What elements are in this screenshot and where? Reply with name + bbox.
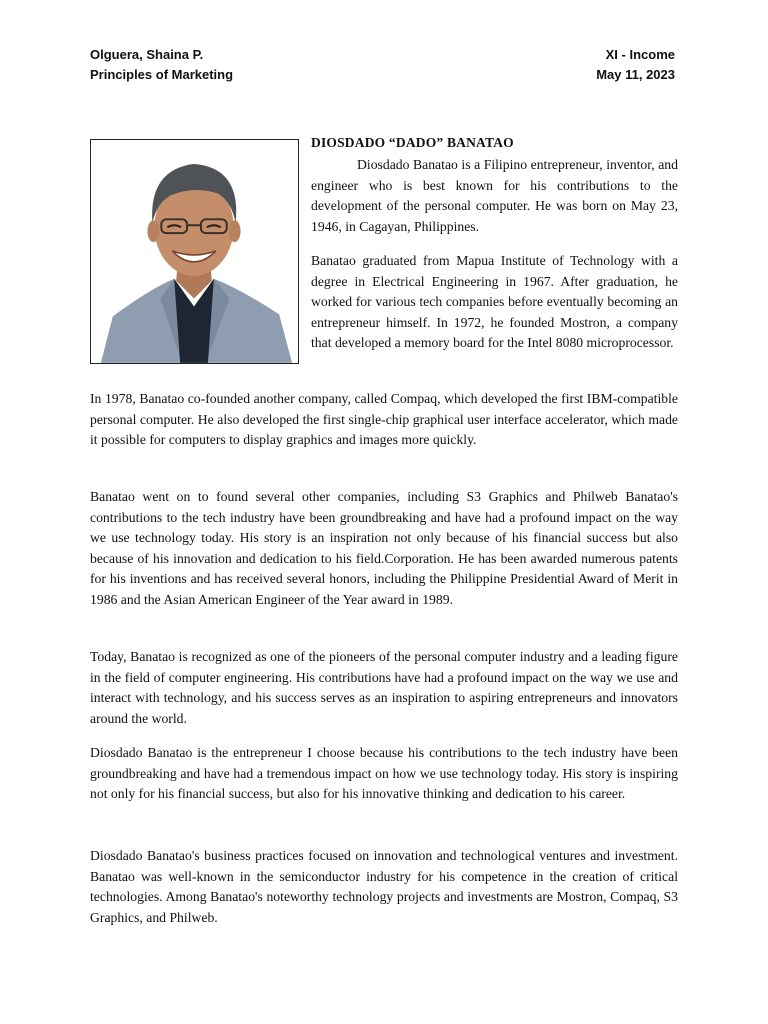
- header-right: [596, 45, 675, 85]
- paragraph-recognition: Today, Banatao is recognized as one of the pioneers of the personal computer industry and a leading figure in the field of computer engineering. His contributions have had a profound impact on the way we use and interact with technology, and his success serves as an inspiration to aspiring entrepreneurs and innovators around the world.: [90, 649, 678, 726]
- course-name: Principles of Marketing: [90, 67, 234, 82]
- student-name: Olguera, Shaina P.: [90, 47, 204, 62]
- section-name: XI - Income: [605, 47, 675, 62]
- document-date: May 11, 2023: [596, 67, 675, 82]
- paragraph-education: Banatao graduated from Mapua Institute of Technology with a degree in Electrical Engineering in 1967. After graduation, he worked for various tech companies before eventually becoming an entrepreneur himself. In 1972, he founded Mostron, a company that developed a memory board for the Intel 8080 microprocessor.: [311, 253, 678, 351]
- portrait-photo: [90, 139, 299, 364]
- paragraph-business: Diosdado Banatao's business practices focused on innovation and technological ventures and investment. Banatao was well-known in the semiconductor industry for his competence in the creation of critical technologies. Among Banatao's noteworthy technology projects and investments are Mostron, Compaq, S3 Graphics, and Philweb.: [90, 848, 678, 925]
- paragraph-companies: Banatao went on to found several other companies, including S3 Graphics and Philweb Banatao's contributions to the tech industry have been groundbreaking and have had a profound impact on the way we use technology today. His story is an inspiration not only because of his financial success but also because of his innovation and dedication to his field.Corporation. He has been awarded numerous patents for his inventions and has received several honors, including the Philippine Presidential Award of Merit in 1986 and the Asian American Engineer of the Year award in 1989.: [90, 489, 678, 607]
- paragraph-intro: Diosdado Banatao is a Filipino entrepreneur, inventor, and engineer who is best known for his contributions to the development of the personal computer. He was born on May 23, 1946, in Cagayan, Philippines.: [311, 157, 678, 234]
- header-left: [90, 45, 233, 85]
- paragraph-compaq: In 1978, Banatao co-founded another company, called Compaq, which developed the first IBM-compatible personal computer. He also developed the first single-chip graphical user interface accelerator, which made it possible for computers to display graphics and images more quickly.: [90, 391, 678, 448]
- article-title: DIOSDADO “DADO” BANATAO: [311, 135, 514, 150]
- portrait-illustration: [91, 140, 298, 363]
- paragraph-choice: Diosdado Banatao is the entrepreneur I choose because his contributions to the tech industry have been groundbreaking and have had a tremendous impact on how we use technology today. His story is inspiring not only for his financial success, but also for his innovative thinking and dedication to his career.: [90, 745, 678, 802]
